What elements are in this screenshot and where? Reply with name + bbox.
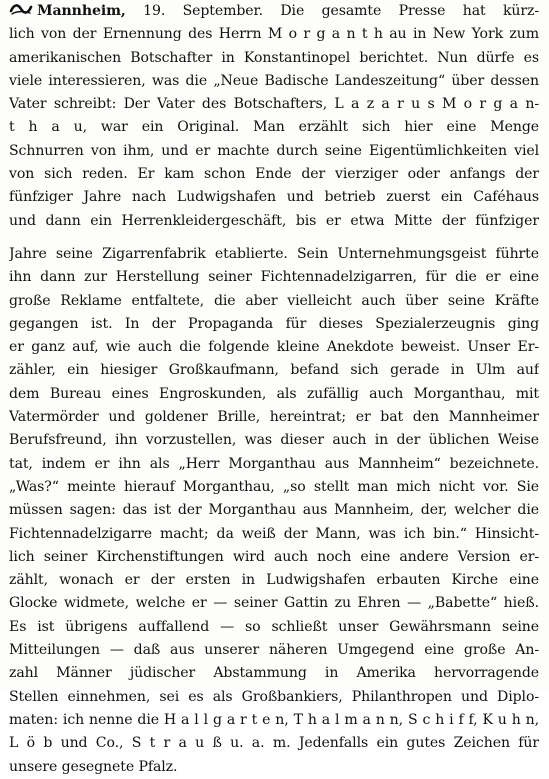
article-line-4: viele interessieren, was die „Neue Badische Landeszeitung“ über dessen <box>9 72 539 89</box>
article-line-27: Es ist übrigens auffallend — so schließt unser Gewährsmann seine <box>9 618 539 635</box>
article-line-26: Glocke widmete, welche er — seiner Gattin zu Ehren — „Babette“ hieß. <box>9 595 539 612</box>
article-line-31: maten: ich nenne die H a l l g a r t e n, T h a l m a n n, S c h i f f, K u h n, <box>9 711 539 728</box>
article-line-20: tat, indem er ihn als „Herr Morganthau aus Mannheim“ bezeichnete. <box>9 455 539 472</box>
article-text <box>9 0 539 779</box>
article-line-13: große Reklame entfaltete, die aber vielleicht auch über seine Kräfte <box>9 292 539 309</box>
article-line-17: dem Bureau eines Engroskunden, als zufällig auch Morganthau, mit <box>9 385 539 402</box>
article-line-2: lich von der Ernennung des Herrn M o r g a n t h au in New York zum <box>9 26 539 43</box>
article-line-25: zählt, wonach er der ersten in Ludwigshafen erbauten Kirche eine <box>9 572 539 589</box>
article-line-14: gegangen ist. In der Propaganda für dieses Spezialerzeugnis ging <box>9 315 539 332</box>
article-line-15: er ganz auf, wie auch die folgende kleine Anekdote beweist. Unser Er- <box>9 339 539 356</box>
article-line-10: und dann ein Herrenkleidergeschäft, bis er etwa Mitte der fünfziger <box>9 212 539 229</box>
article-line-29: zahl Männer jüdischer Abstammung in Amerika hervorragende <box>9 665 539 682</box>
article-line-32: L ö b und Co., S t r a u ß u. a. m. Jedenfalls ein gutes Zeichen für <box>9 735 539 752</box>
article-line-6: t h a u, war ein Original. Man erzählt sich hier eine Menge <box>9 119 539 136</box>
article-line-8: von sich reden. Er kam schon Ende der vierziger oder anfangs der <box>9 166 539 183</box>
article-line-3: amerikanischen Botschafter in Konstantinopel berichtet. Nun dürfe es <box>9 49 539 66</box>
article-line-16: zähler, ein hiesiger Großkaufmann, befand sich gerade in Ulm auf <box>9 362 539 379</box>
article-line-24: lich seiner Kirchenstiftungen wird auch noch eine andere Version er- <box>9 548 539 565</box>
article-line-12: ihn dann zur Herstellung seiner Fichtennadelzigarren, für die er eine <box>9 269 539 286</box>
article-line-5: Vater schreibt: Der Vater des Botschafters, L a z a r u s M o r g a n- <box>9 96 539 113</box>
article-line-1 <box>9 0 539 23</box>
section-mark-icon <box>9 2 33 16</box>
article-line-18: Vatermörder und goldener Brille, hereintrat; er bat den Mannheimer <box>9 409 539 426</box>
article-line-33: unsere gesegnete Pfalz. <box>9 758 178 775</box>
article-line-21: „Was?“ meinte hierauf Morganthau, „so stellt man mich nicht vor. Sie <box>9 478 539 495</box>
article-line-30: Stellen einnehmen, sei es als Großbankiers, Philanthropen und Diplo- <box>9 688 539 705</box>
article-line-23: Fichtennadelzigarre macht; da weiß der Mann, was ich bin.“ Hinsicht- <box>9 525 539 542</box>
article-line-28: Mitteilungen — daß aus unserer näheren Umgegend eine große An- <box>9 642 539 659</box>
article-line-22: müssen sagen: das ist der Morganthau aus Mannheim, der, welcher die <box>9 502 539 519</box>
place-heading: Mannheim, <box>37 3 126 19</box>
article-line-19: Berufsfreund, ihn vorzustellen, was dieser auch in der üblichen Weise <box>9 432 539 449</box>
article-line-11: Jahre seine Zigarrenfabrik etablierte. Sein Unternehmungsgeist führte <box>9 245 539 262</box>
column-break <box>9 233 539 243</box>
dateline-text: 19. September. Die gesamte Presse hat kürz- <box>125 3 539 19</box>
article-line-9: fünfziger Jahre nach Ludwigshafen und betrieb zuerst ein Caféhaus <box>9 189 539 206</box>
article-line-7: Schnurren von ihm, und er machte durch seine Eigentümlichkeiten viel <box>9 142 539 159</box>
